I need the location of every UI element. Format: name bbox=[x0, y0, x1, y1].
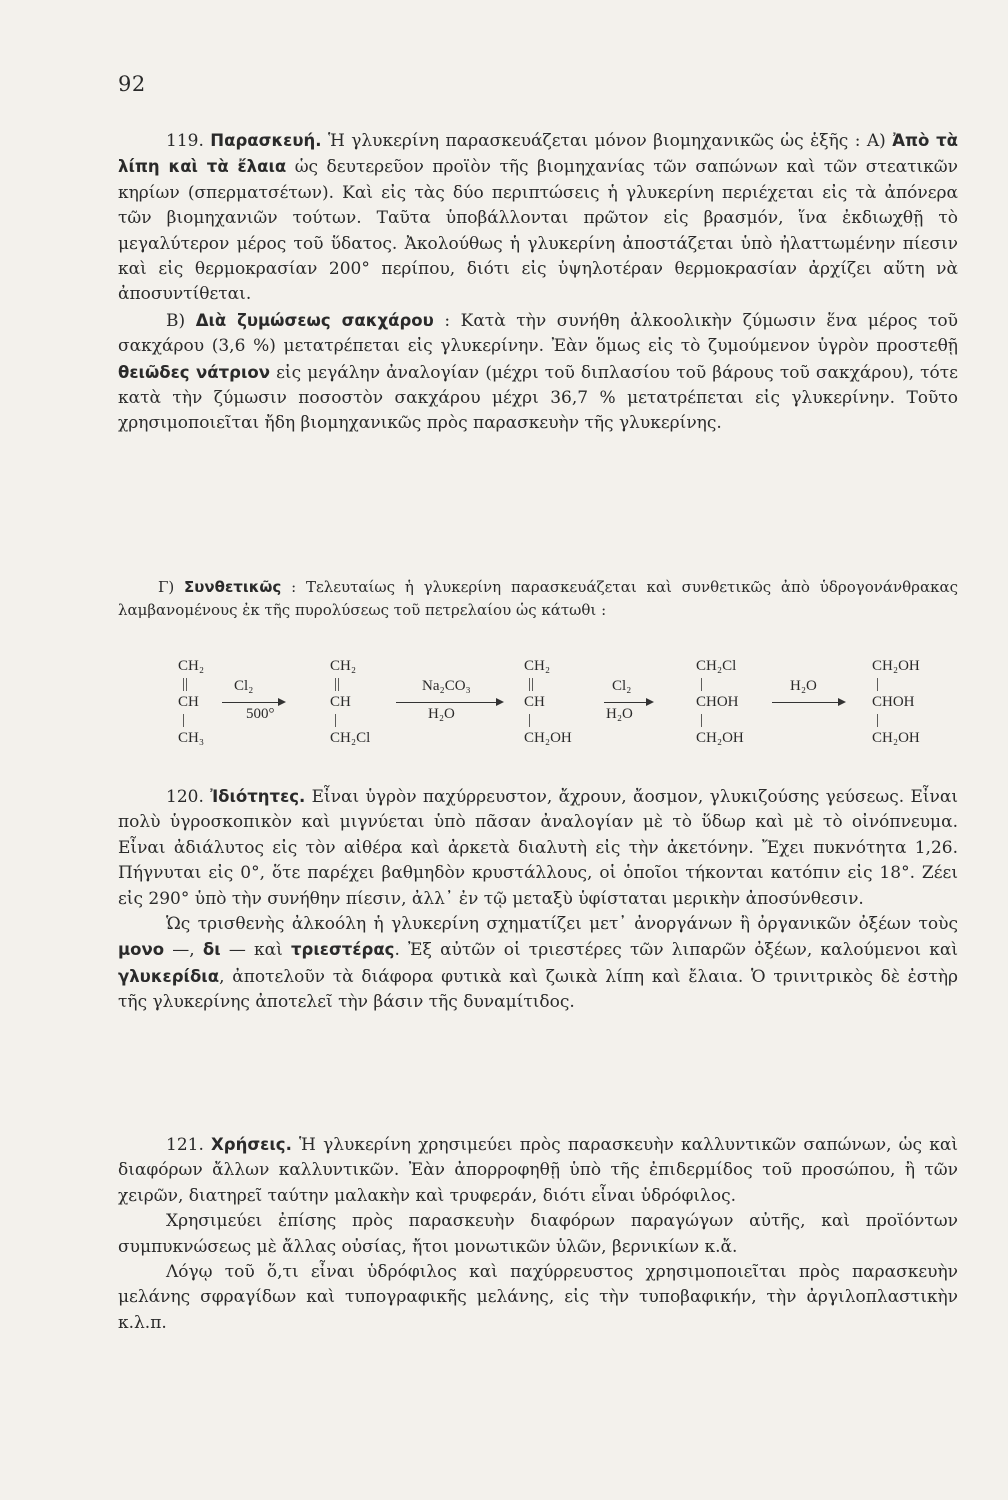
section-119-paragraph-c bbox=[118, 576, 958, 622]
bold-term: Ἀπὸ τὰ λίπη καὶ τὰ ἔλαια bbox=[118, 131, 958, 177]
bold-term: τριεστέρας bbox=[290, 940, 395, 960]
scheme-bond: | bbox=[528, 712, 532, 728]
section-121-paragraph-b: Χρησιμεύει ἐπίσης πρὸς παρασκευὴν διαφόρων παραγώγων αὐτῆς, καὶ προϊόντων συμπυκνώσεως μὲ ἄλλας οὐσίας, ἤτοι μονωτικῶν ὑλῶν, βερνικίων κ.ἄ. bbox=[118, 1211, 958, 1257]
scheme-bond: || bbox=[334, 676, 341, 692]
scheme-bond: | bbox=[334, 712, 338, 728]
section-119-paragraph-b bbox=[118, 308, 958, 437]
bold-term: μονο bbox=[118, 940, 165, 960]
paragraph bbox=[118, 576, 958, 622]
bold-term: θειῶδες νάτριον bbox=[118, 362, 270, 382]
scheme-formula: CH bbox=[524, 694, 545, 710]
section-120-paragraph-a bbox=[118, 784, 958, 912]
reagent-label: Na₂CO₃ bbox=[422, 678, 471, 694]
section-119 bbox=[118, 128, 958, 437]
section-heading: Παρασκευή. bbox=[210, 131, 322, 150]
scheme-formula: CHOH bbox=[872, 694, 915, 710]
paragraph-text: — καὶ bbox=[220, 940, 291, 961]
scheme-formula: CH₂OH bbox=[872, 730, 920, 746]
section-119-paragraph-a bbox=[118, 128, 958, 308]
scheme-formula: CH₂Cl bbox=[330, 730, 371, 746]
bold-term: δι bbox=[202, 940, 221, 960]
section-120 bbox=[118, 784, 958, 1016]
section-heading: Χρήσεις. bbox=[211, 1135, 292, 1154]
reagent-label: Cl₂ bbox=[234, 678, 254, 694]
paragraph-text: , ἀποτελοῦν τὰ διάφορα φυτικὰ καὶ ζωικὰ λίπη καὶ ἔλαια. Ὁ τρινιτρικὸς δὲ ἐστὴρ τῆς γλυκερίνης ἀποτελεῖ τὴν βάσιν τῆς δυναμίτιδος. bbox=[118, 966, 958, 1013]
scheme-formula: CH bbox=[178, 694, 199, 710]
scheme-formula: CH₂ bbox=[178, 658, 205, 674]
scheme-bond: || bbox=[182, 676, 189, 692]
scheme-bond: || bbox=[528, 676, 535, 692]
paragraph-text: Εἶναι ὑγρὸν παχύρρευστον, ἄχρουν, ἄοσμον, γλυκιζούσης γεύσεως. Εἶναι πολὺ ὑγροσκοπικὸν καὶ μιγνύεται ὑπὸ πᾶσαν ἀναλογίαν μὲ τὸ ὕδωρ καὶ μὲ τὸ οἰνόπνευμα. Εἶναι ἀδιάλυτος εἰς τὸν αἰθέρα καὶ ἀρκετὰ διαλυτὴ εἰς τὴν ἀκετόνην. Ἔχει πυκνότητα 1,26. Πήγνυται εἰς 0°, ὅτε παρέχει βαθμηδὸν κρυστάλλους, οἱ ὁποῖοι τήκονται κατόπιν εἰς 18°. Ζέει εἰς 290° ὑπὸ τὴν συνήθην πίεσιν, ἀλλ᾽ ἐν τῷ μεταξὺ ὑφίσταται μερικὴν ἀποσύνθεσιν. bbox=[118, 787, 958, 909]
paragraph-text: : Κατὰ τὴν συνήθη ἀλκοολικὴν ζύμωσιν ἕνα μέρος τοῦ σακχάρου (3,6 %) μετατρέπεται εἰς γλυκερίνην. Ἐὰν ὅμως εἰς τὸ ζυμούμενον ὑγρὸν προστεθῇ bbox=[118, 310, 958, 357]
bold-term: γλυκερίδια bbox=[118, 966, 220, 986]
scheme-formula: CH₂ bbox=[330, 658, 357, 674]
section-number: 119. bbox=[166, 131, 204, 151]
condition-label: 500° bbox=[246, 706, 275, 722]
paragraph-text: Ἡ γλυκερίνη χρησιμεύει πρὸς παρασκευὴν καλλυντικῶν σαπώνων, ὡς καὶ διαφόρων ἄλλων καλλυντικῶν. Ἐὰν ἀπορροφηθῇ ὑπὸ τῆς ἐπιδερμίδος τοῦ προσώπου, ἢ τῶν χειρῶν, διατηρεῖ ταύτην μαλακὴν καὶ τρυφεράν, διότι εἶναι ὑδρόφιλος. bbox=[118, 1135, 958, 1206]
paragraph-text: ὡς δευτερεῦον προϊὸν τῆς βιομηχανίας τῶν σαπώνων καὶ τῶν στεατικῶν κηρίων (σπερματσέτων). Καὶ εἰς τὰς δύο περιπτώσεις ἡ γλυκερίνη περιέχεται εἰς τὰ ἀπόνερα τῶν βιομηχανιῶν τούτων. Ταῦτα ὑποβάλλονται πρῶτον εἰς βρασμόν, ἵνα ἐκδιωχθῇ τὸ μεγαλύτερον μέρος τοῦ ὕδατος. Ἀκολούθως ἡ γλυκερίνη ἀποστάζεται ὑπὸ ἠλαττωμένην πίεσιν καὶ εἰς θερμοκρασίαν 200° περίπου, διότι εἰς ὑψηλοτέραν θερμοκρασίαν ἀρχίζει αὕτη νὰ ἀποσυντίθεται. bbox=[118, 157, 958, 305]
paragraph-text: Β) bbox=[166, 310, 196, 331]
section-121-paragraph-a bbox=[118, 1132, 958, 1209]
scheme-formula: CH₃ bbox=[178, 730, 205, 746]
scheme-formula: CH₂Cl bbox=[696, 658, 737, 674]
reaction-arrow bbox=[772, 702, 844, 703]
section-120-paragraph-b bbox=[118, 912, 958, 1016]
reagent-label: H₂O bbox=[428, 706, 455, 722]
paragraph-text: εἰς μεγάλην ἀναλογίαν (μέχρι τοῦ διπλασίου τοῦ βάρους τοῦ σακχάρου), τότε κατὰ τὴν ζύμωσιν ποσοστὸν σακχάρου μέχρι 36,7 % μετατρέπεται εἰς γλυκερίνην. Τοῦτο χρησιμοποιεῖται ἤδη βιομηχανικῶς πρὸς παρασκευὴν τῆς γλυκερίνης. bbox=[118, 362, 958, 434]
section-heading: Ἰδιότητες. bbox=[210, 787, 306, 806]
section-121 bbox=[118, 1132, 958, 1336]
section-number: 121. bbox=[166, 1135, 204, 1155]
reagent-label: Cl₂ bbox=[612, 678, 632, 694]
reaction-arrow bbox=[396, 702, 502, 703]
bold-term: Διὰ ζυμώσεως σακχάρου bbox=[195, 310, 434, 330]
paragraph-text: . Ἐξ αὐτῶν οἱ τριεστέρες τῶν λιπαρῶν ὀξέων, καλούμενοι καὶ bbox=[394, 940, 958, 961]
scheme-formula: CH₂OH bbox=[696, 730, 744, 746]
reagent-label: H₂O bbox=[790, 678, 817, 694]
paragraph-text: Ὡς τρισθενὴς ἀλκοόλη ἡ γλυκερίνη σχηματίζει μετ᾽ ἀνοργάνων ἢ ὀργανικῶν ὀξέων τοὺς bbox=[166, 914, 958, 935]
scheme-bond: | bbox=[700, 676, 704, 692]
scheme-bond: | bbox=[876, 676, 880, 692]
scheme-bond: | bbox=[182, 712, 186, 728]
scheme-bond: | bbox=[876, 712, 880, 728]
section-121-paragraph-c: Λόγῳ τοῦ ὅ,τι εἶναι ὑδρόφιλος καὶ παχύρρευστος χρησιμοποιεῖται πρὸς παρασκευὴν μελάνης σφραγίδων καὶ τυπογραφικῆς μελάνης, εἰς τὴν τυποβαφικήν, τὴν ἀργιλοπλαστικὴν κ.λ.π. bbox=[118, 1262, 958, 1333]
scheme-formula: CH bbox=[330, 694, 351, 710]
scheme-formula: CH₂OH bbox=[524, 730, 572, 746]
reaction-arrow bbox=[222, 702, 284, 703]
reagent-label: H₂O bbox=[606, 706, 633, 722]
reaction-arrow bbox=[604, 702, 652, 703]
bold-term: Συνθετικῶς bbox=[184, 578, 282, 596]
paragraph-text: : Τελευταίως ἡ γλυκερίνη παρασκευάζεται καὶ συνθετικῶς ἀπὸ ὑδρογονάνθρακας λαμβανομένους ἐκ τῆς πυρολύσεως τοῦ πετρελαίου ὡς κάτωθι : bbox=[118, 578, 958, 619]
scheme-formula: CH₂OH bbox=[872, 658, 920, 674]
reaction-scheme bbox=[160, 652, 940, 762]
section-number: 120. bbox=[166, 787, 204, 807]
paragraph-text: Γ) bbox=[158, 578, 185, 596]
scheme-bond: | bbox=[700, 712, 704, 728]
scheme-formula: CHOH bbox=[696, 694, 739, 710]
paragraph-text: Ἡ γλυκερίνη παρασκευάζεται μόνον βιομηχανικῶς ὡς ἑξῆς : Α) bbox=[321, 131, 893, 151]
scheme-formula: CH₂ bbox=[524, 658, 551, 674]
page-number: 92 bbox=[118, 72, 146, 96]
paragraph-text: —, bbox=[164, 940, 203, 961]
